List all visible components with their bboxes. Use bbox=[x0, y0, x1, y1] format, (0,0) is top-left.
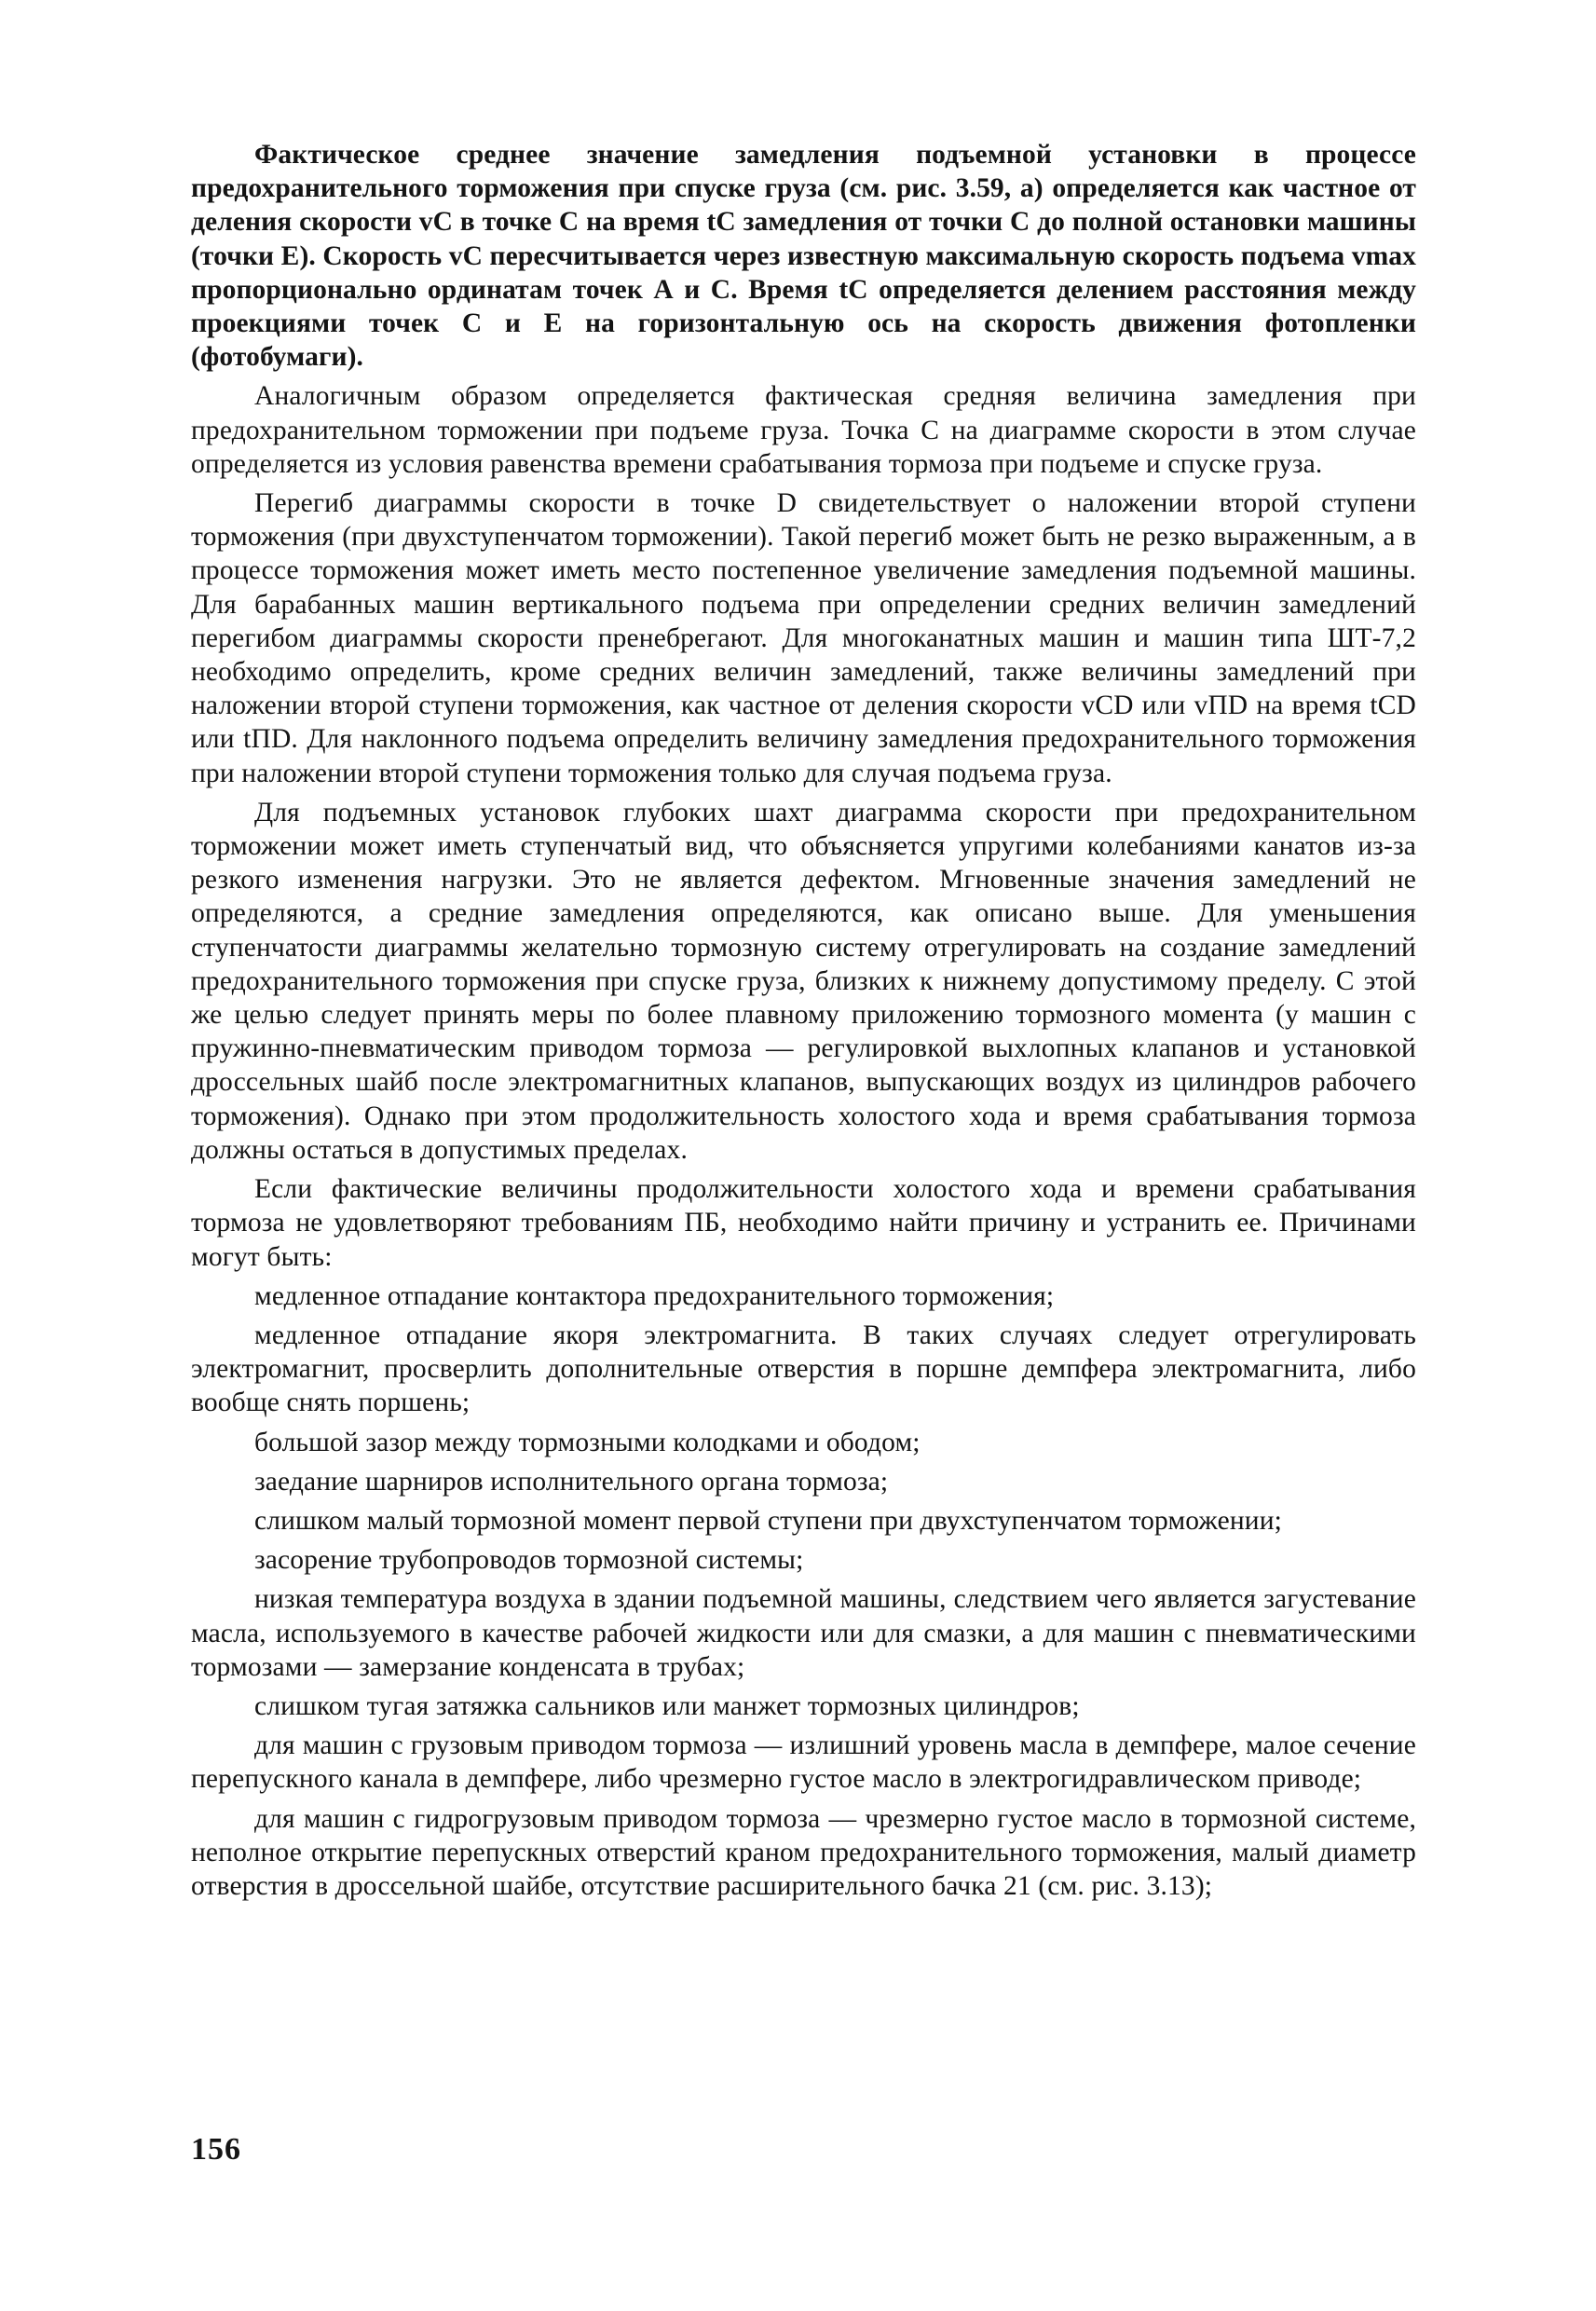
paragraph-5: Если фактические величины продолжительности холостого хода и времени срабатывания тормоза не удовлетворяют требованиям ПБ, необходимо найти причину и устранить ее. Причинами могут быть: bbox=[191, 1174, 1416, 1272]
list-item-7: низкая температура воздуха в здании подъемной машины, следствием чего является загустевание масла, используемого в качестве рабочей жидкости или для смазки, а для машин с пневматическими тормозами — замерзание конденсата в трубах; bbox=[191, 1584, 1416, 1682]
list-item-9: для машин с грузовым приводом тормоза — излишний уровень масла в демпфере, малое сечение перепускного канала в демпфере, либо чрезмерно густое масло в электрогидравлическом приводе; bbox=[191, 1730, 1416, 1795]
paragraph-3: Перегиб диаграммы скорости в точке D свидетельствует о наложении второй ступени торможения (при двухступенчатом торможении). Такой перегиб может быть не резко выраженным, а в процессе торможения может иметь место постепенное увеличение замедления подъемной машины. Для барабанных машин вертикального подъема при определении средних величин замедлений перегибом диаграммы скорости пренебрегают. Для многоканатных машин и машин типа ШТ-7,2 необходимо определить, кроме средних величин замедлений, также величины замедлений при наложении второй ступени торможения, как частное от деления скорости vСD или vПD на время tСD или tПD. Для наклонного подъема определить величину замедления предохранительного торможения при наложении второй ступени торможения только для случая подъема груза. bbox=[191, 488, 1416, 788]
paragraph-2: Аналогичным образом определяется фактическая средняя величина замедления при предохранительном торможении при подъеме груза. Точка С на диаграмме скорости в этом случае определяется из условия равенства времени срабатывания тормоза при подъеме и спуске груза. bbox=[191, 381, 1416, 479]
list-item-4: заедание шарниров исполнительного органа тормоза; bbox=[254, 1466, 889, 1497]
page-body bbox=[191, 138, 1416, 1908]
paragraph-4: Для подъемных установок глубоких шахт диаграмма скорости при предохранительном торможении может иметь ступенчатый вид, что объясняется упругими колебаниями канатов из-за резкого изменения нагрузки. Это не является дефектом. Мгновенные значения замедлений не определяются, а средние замедления определяются, как описано выше. Для уменьшения ступенчатости диаграммы желательно тормозную систему отрегулировать на создание замедлений предохранительного торможения при спуске груза, близких к нижнему допустимому пределу. С этой же целью следует принять меры по более плавному приложению тормозного момента (у машин с пружинно-пневматическим приводом тормоза — регулировкой выхлопных клапанов и установкой дроссельных шайб после электромагнитных клапанов, выпускающих воздух из цилиндров рабочего торможения). Однако при этом продолжительность холостого хода и время срабатывания тормоза должны остаться в допустимых пределах. bbox=[191, 797, 1416, 1165]
page-number: 156 bbox=[191, 2132, 241, 2167]
list-item-8: слишком тугая затяжка сальников или манжет тормозных цилиндров; bbox=[254, 1690, 1080, 1721]
list-item-10: для машин с гидрогрузовым приводом тормоза — чрезмерно густое масло в тормозной системе, неполное открытие перепускных отверстий краном предохранительного торможения, малый диаметр отверстия в дроссельной шайбе, отсутствие расширительного бачка 21 (см. рис. 3.13); bbox=[191, 1803, 1416, 1901]
list-item-3: большой зазор между тормозными колодками и ободом; bbox=[254, 1427, 921, 1457]
list-item-2: медленное отпадание якоря электромагнита. В таких случаях следует отрегулировать электромагнит, просверлить дополнительные отверстия в поршне демпфера электромагнита, либо вообще снять поршень; bbox=[191, 1320, 1416, 1418]
list-item-6: засорение трубопроводов тормозной системы; bbox=[254, 1545, 804, 1576]
list-item-1: медленное отпадание контактора предохранительного торможения; bbox=[254, 1280, 1055, 1311]
list-item-5: слишком малый тормозной момент первой ступени при двухступенчатом торможении; bbox=[254, 1505, 1282, 1536]
paragraph-1: Фактическое среднее значение замедления подъемной установки в процессе предохранительного торможения при спуске груза (см. рис. 3.59, а) определяется как частное от деления скорости vС в точке С на время tС замедления от точки С до полной остановки машины (точки Е). Скорость vС пересчитывается через известную максимальную скорость подъема vmax пропорционально ординатам точек А и С. Время tС определяется делением расстояния между проекциями точек С и Е на горизонтальную ось на скорость движения фотопленки (фотобумаги). bbox=[191, 140, 1416, 373]
